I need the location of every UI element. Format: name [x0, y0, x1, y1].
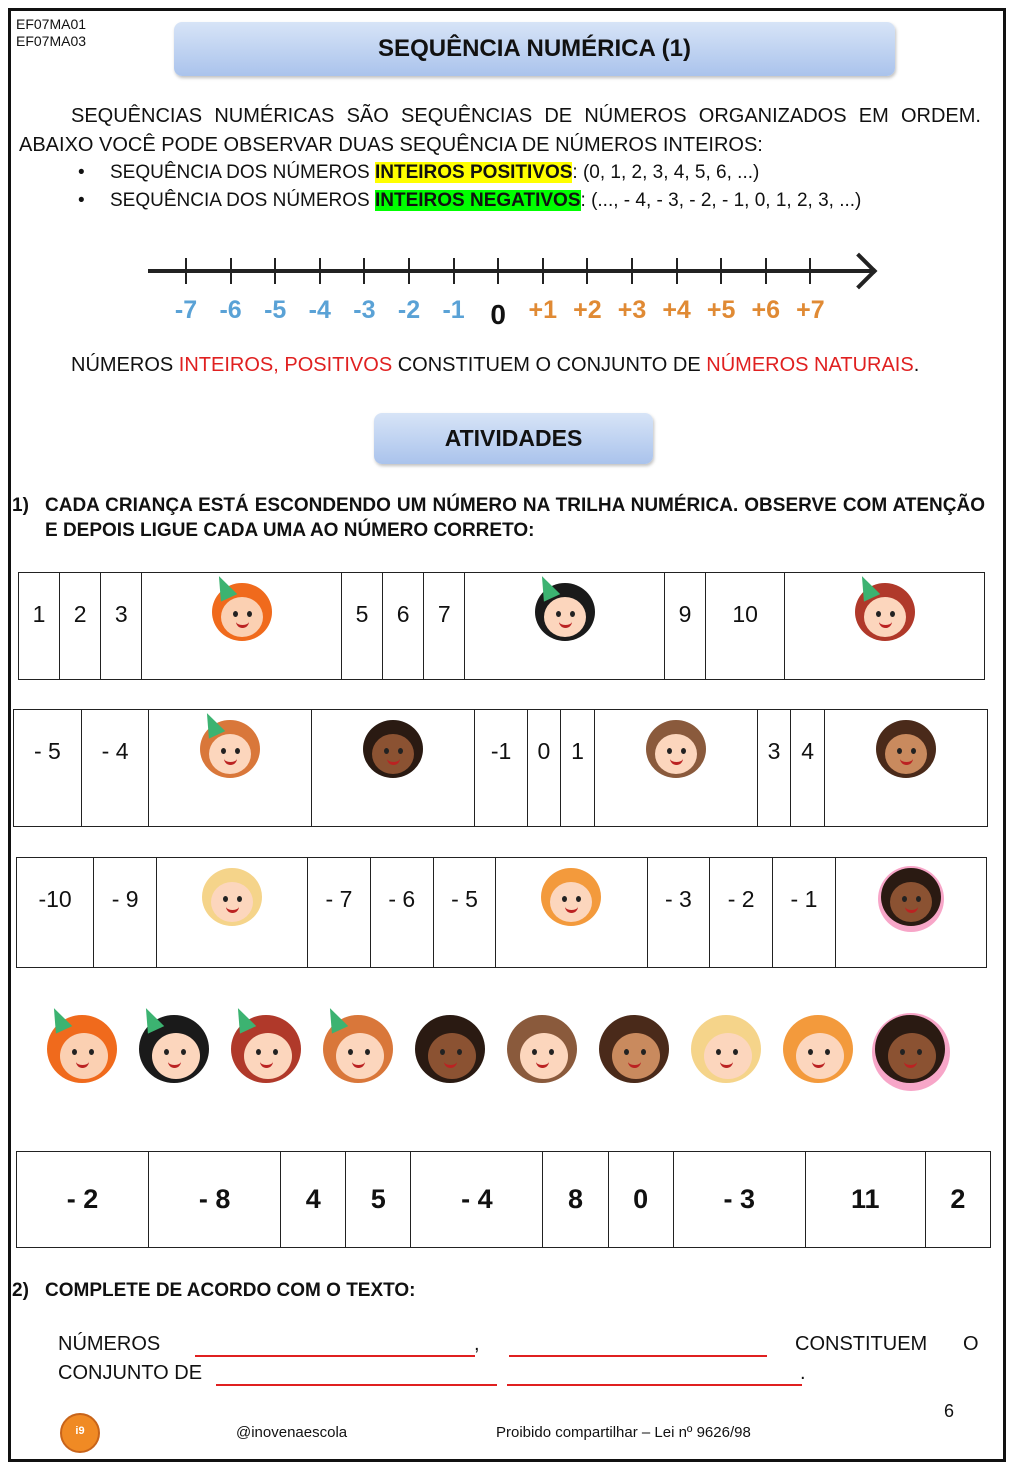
track-cell[interactable]: [433, 858, 496, 968]
track-cell[interactable]: [101, 573, 142, 680]
statement-text: CONSTITUEM O CONJUNTO DE: [392, 354, 707, 376]
number-line-label: -6: [219, 296, 242, 324]
track-cell[interactable]: [14, 710, 82, 827]
skill-codes: [16, 16, 86, 50]
number-line-label: +5: [706, 296, 736, 324]
number-line-tick: [631, 258, 633, 284]
brand-logo: [60, 1413, 100, 1453]
activities-heading: ATIVIDADES: [374, 413, 653, 464]
child-to-connect[interactable]: [872, 1005, 950, 1096]
track-number: - 3: [664, 886, 692, 912]
blank-field[interactable]: [195, 1355, 475, 1357]
track-cell[interactable]: [19, 573, 60, 680]
track-number: - 2: [727, 886, 755, 912]
track-cell-hidden-child[interactable]: [785, 573, 985, 680]
fill-label: CONSTITUEM: [795, 1333, 928, 1355]
track-cell[interactable]: [561, 710, 595, 827]
track-number: - 4: [101, 738, 129, 764]
child-to-connect[interactable]: [504, 1005, 582, 1096]
track-number: 5: [355, 601, 369, 627]
track-number: - 5: [33, 738, 61, 764]
answer-number-cell[interactable]: 8: [543, 1152, 608, 1248]
brown-hair-face-icon: [504, 1013, 582, 1091]
answer-number-cell[interactable]: - 8: [149, 1152, 281, 1248]
number-line-label: +1: [528, 296, 558, 324]
answer-number-cell[interactable]: - 2: [17, 1152, 149, 1248]
number-line-label: +7: [796, 296, 825, 324]
footer-notice: Proibido compartilhar – Lei nº 9626/98: [496, 1424, 751, 1441]
track-number: 10: [732, 601, 758, 627]
answer-number-cell[interactable]: 5: [346, 1152, 411, 1248]
fill-comma: ,: [474, 1333, 480, 1355]
skill-code: EF07MA01: [16, 16, 87, 32]
track-cell[interactable]: [706, 573, 785, 680]
statement-red-text: NÚMEROS NATURAIS: [706, 354, 914, 376]
fill-label: NÚMEROS: [58, 1333, 161, 1355]
number-line-tick: [274, 258, 276, 284]
fill-label: CONJUNTO DE: [58, 1362, 203, 1384]
child-to-connect[interactable]: [320, 1005, 398, 1096]
highlight-positive: INTEIROS POSITIVOS: [375, 162, 573, 183]
bullet-positive: [78, 160, 759, 186]
answer-number-cell[interactable]: 2: [925, 1152, 990, 1248]
orange-buns-face-icon: [538, 866, 604, 932]
track-cell[interactable]: [527, 710, 561, 827]
fill-label: O: [963, 1333, 979, 1355]
highlight-negative: INTEIROS NEGATIVOS: [375, 190, 581, 211]
blonde-curly-face-icon: [199, 866, 265, 932]
track-cell[interactable]: [773, 858, 836, 968]
footer-handle: @inovenaescola: [236, 1424, 348, 1441]
question-text: CADA CRIANÇA ESTÁ ESCONDENDO UM NÚMERO NA TRILHA NUMÉRICA. OBSERVE COM ATENÇÃO E DEPOIS LIGUE CADA UMA AO NÚMERO CORRETO:: [45, 495, 985, 541]
track-cell[interactable]: [757, 710, 791, 827]
number-line-tick: [809, 258, 811, 284]
brown-hair-face-icon: [643, 718, 709, 784]
bullet-sequence: : (0, 1, 2, 3, 4, 5, 6, ...): [572, 162, 760, 183]
track-number: 1: [32, 601, 46, 627]
statement-text: .: [913, 354, 920, 376]
child-to-connect[interactable]: [780, 1005, 858, 1096]
auburn-party-hat-face-icon: [852, 581, 918, 647]
child-to-connect[interactable]: [136, 1005, 214, 1096]
boy-party-hat-face-icon: [320, 1013, 398, 1091]
bullet-dot-icon: •: [78, 162, 85, 183]
number-line-label: -5: [264, 296, 287, 324]
number-track-3: [16, 857, 987, 968]
curly-dark-face-icon: [412, 1013, 490, 1091]
statement-red-text: INTEIROS, POSITIVOS: [178, 354, 393, 376]
child-to-connect[interactable]: [44, 1005, 122, 1096]
number-line-tick: [363, 258, 365, 284]
curly-dark-face-icon: [360, 718, 426, 784]
answer-number-cell[interactable]: 11: [805, 1152, 925, 1248]
track-cell[interactable]: [475, 710, 527, 827]
number-line-tick: [319, 258, 321, 284]
skill-code: EF07MA03: [16, 33, 87, 49]
number-line-label: -7: [174, 296, 198, 324]
bullet-sequence: : (..., - 4, - 3, - 2, - 1, 0, 1, 2, 3, ...): [580, 190, 862, 211]
track-cell[interactable]: [94, 858, 157, 968]
child-to-connect[interactable]: [688, 1005, 766, 1096]
number-line-tick: [185, 258, 187, 284]
track-cell-hidden-child[interactable]: [835, 858, 986, 968]
arrow-right-icon: [841, 253, 878, 290]
bullet-text: SEQUÊNCIA DOS NÚMEROS: [110, 162, 375, 183]
bullet-dot-icon: •: [78, 190, 85, 211]
track-number: -1: [490, 738, 512, 764]
track-cell[interactable]: [60, 573, 101, 680]
number-line-label: +3: [617, 296, 647, 324]
number-track-1: [18, 572, 985, 680]
question-2: [12, 1278, 612, 1304]
number-line-tick: [453, 258, 455, 284]
question-number: 2): [12, 1280, 29, 1301]
question-1: [12, 493, 987, 545]
bullet-text: SEQUÊNCIA DOS NÚMEROS: [110, 190, 375, 211]
intro-paragraph: SEQUÊNCIAS NUMÉRICAS SÃO SEQUÊNCIAS DE NÚMEROS ORGANIZADOS EM ORDEM. ABAIXO VOCÊ PODE OBSERVAR DUAS SEQUÊNCIA DE NÚMEROS INTEIROS:: [19, 105, 981, 156]
track-cell[interactable]: [17, 858, 94, 968]
number-line-label: +2: [573, 296, 602, 324]
child-to-connect[interactable]: [228, 1005, 306, 1096]
track-number: - 6: [388, 886, 416, 912]
number-line-label: -1: [442, 296, 465, 324]
track-cell-hidden-child[interactable]: [496, 858, 647, 968]
number-line-tick: [765, 258, 767, 284]
number-line-label: -3: [353, 296, 376, 324]
number-line-label: +6: [751, 296, 781, 324]
answer-number-cell[interactable]: - 3: [673, 1152, 805, 1248]
child-to-connect[interactable]: [412, 1005, 490, 1096]
answer-number-cell[interactable]: 4: [281, 1152, 346, 1248]
long-dark-hair-face-icon: [596, 1013, 674, 1091]
logo-text: i9: [75, 1425, 85, 1437]
statement-text: NÚMEROS: [71, 354, 179, 376]
orange-buns-face-icon: [780, 1013, 858, 1091]
track-cell[interactable]: [647, 858, 710, 968]
track-cell[interactable]: [664, 573, 705, 680]
track-number: 3: [114, 601, 128, 627]
children-faces-row: [44, 1005, 964, 1091]
track-number: - 1: [790, 886, 818, 912]
blank-field[interactable]: [216, 1384, 497, 1386]
number-line-tick: [408, 258, 410, 284]
cheering-girl-face-icon: [878, 866, 944, 932]
number-line-tick: [720, 258, 722, 284]
page-title: SEQUÊNCIA NUMÉRICA (1): [174, 22, 895, 76]
number-line-label: 0: [490, 299, 506, 330]
blonde-curly-face-icon: [688, 1013, 766, 1091]
track-cell-hidden-child[interactable]: [142, 573, 342, 680]
number-line-tick: [586, 258, 588, 284]
track-cell-hidden-child[interactable]: [157, 858, 308, 968]
track-number: 0: [537, 738, 551, 764]
track-number: 9: [678, 601, 692, 627]
track-cell[interactable]: [341, 573, 382, 680]
number-line-tick: [230, 258, 232, 284]
number-line-tick: [676, 258, 678, 284]
black-hair-party-hat-face-icon: [136, 1013, 214, 1091]
ginger-party-hat-face-icon: [209, 581, 275, 647]
blank-field[interactable]: [509, 1355, 767, 1357]
number-line-tick: [542, 258, 544, 284]
answer-number-cell[interactable]: - 4: [411, 1152, 543, 1248]
track-number: - 5: [451, 886, 478, 912]
track-number: 6: [396, 601, 410, 627]
track-cell-hidden-child[interactable]: [465, 573, 665, 680]
black-hair-party-hat-face-icon: [532, 581, 598, 647]
track-number: -10: [38, 886, 72, 912]
track-cell-hidden-child[interactable]: [312, 710, 475, 827]
track-cell-hidden-child[interactable]: [149, 710, 312, 827]
number-line-label: -2: [397, 296, 421, 324]
page-number: 6: [944, 1401, 955, 1421]
track-number: 3: [767, 738, 781, 764]
track-number: 7: [437, 601, 451, 627]
track-number: 2: [73, 601, 87, 627]
ginger-party-hat-face-icon: [44, 1013, 122, 1091]
number-track-2: [13, 709, 988, 827]
track-number: 1: [571, 738, 584, 764]
track-cell[interactable]: [370, 858, 433, 968]
boy-party-hat-face-icon: [197, 718, 263, 784]
bullet-negative: [78, 188, 861, 214]
long-dark-hair-face-icon: [873, 718, 939, 784]
track-cell[interactable]: [383, 573, 424, 680]
number-line: [140, 244, 900, 334]
track-cell[interactable]: [710, 858, 773, 968]
auburn-party-hat-face-icon: [228, 1013, 306, 1091]
blank-field[interactable]: [507, 1384, 802, 1386]
track-cell[interactable]: [308, 858, 371, 968]
naturals-statement: [71, 354, 919, 377]
question-text: COMPLETE DE ACORDO COM O TEXTO:: [45, 1280, 416, 1301]
fill-period: .: [800, 1362, 806, 1384]
track-cell[interactable]: [424, 573, 465, 680]
track-cell-hidden-child[interactable]: [594, 710, 757, 827]
cheering-girl-face-icon: [872, 1013, 950, 1091]
answer-numbers-row: [16, 1151, 991, 1248]
answer-number-cell[interactable]: 0: [608, 1152, 673, 1248]
track-cell[interactable]: [81, 710, 149, 827]
track-number: 4: [801, 738, 815, 764]
track-number: - 9: [111, 886, 139, 912]
track-cell[interactable]: [791, 710, 825, 827]
question-number: 1): [12, 495, 29, 516]
track-cell-hidden-child[interactable]: [824, 710, 987, 827]
child-to-connect[interactable]: [596, 1005, 674, 1096]
number-line-label: -4: [308, 296, 331, 324]
number-line-label: +4: [662, 296, 691, 324]
number-line-tick: [497, 258, 499, 284]
track-number: - 7: [325, 886, 353, 912]
